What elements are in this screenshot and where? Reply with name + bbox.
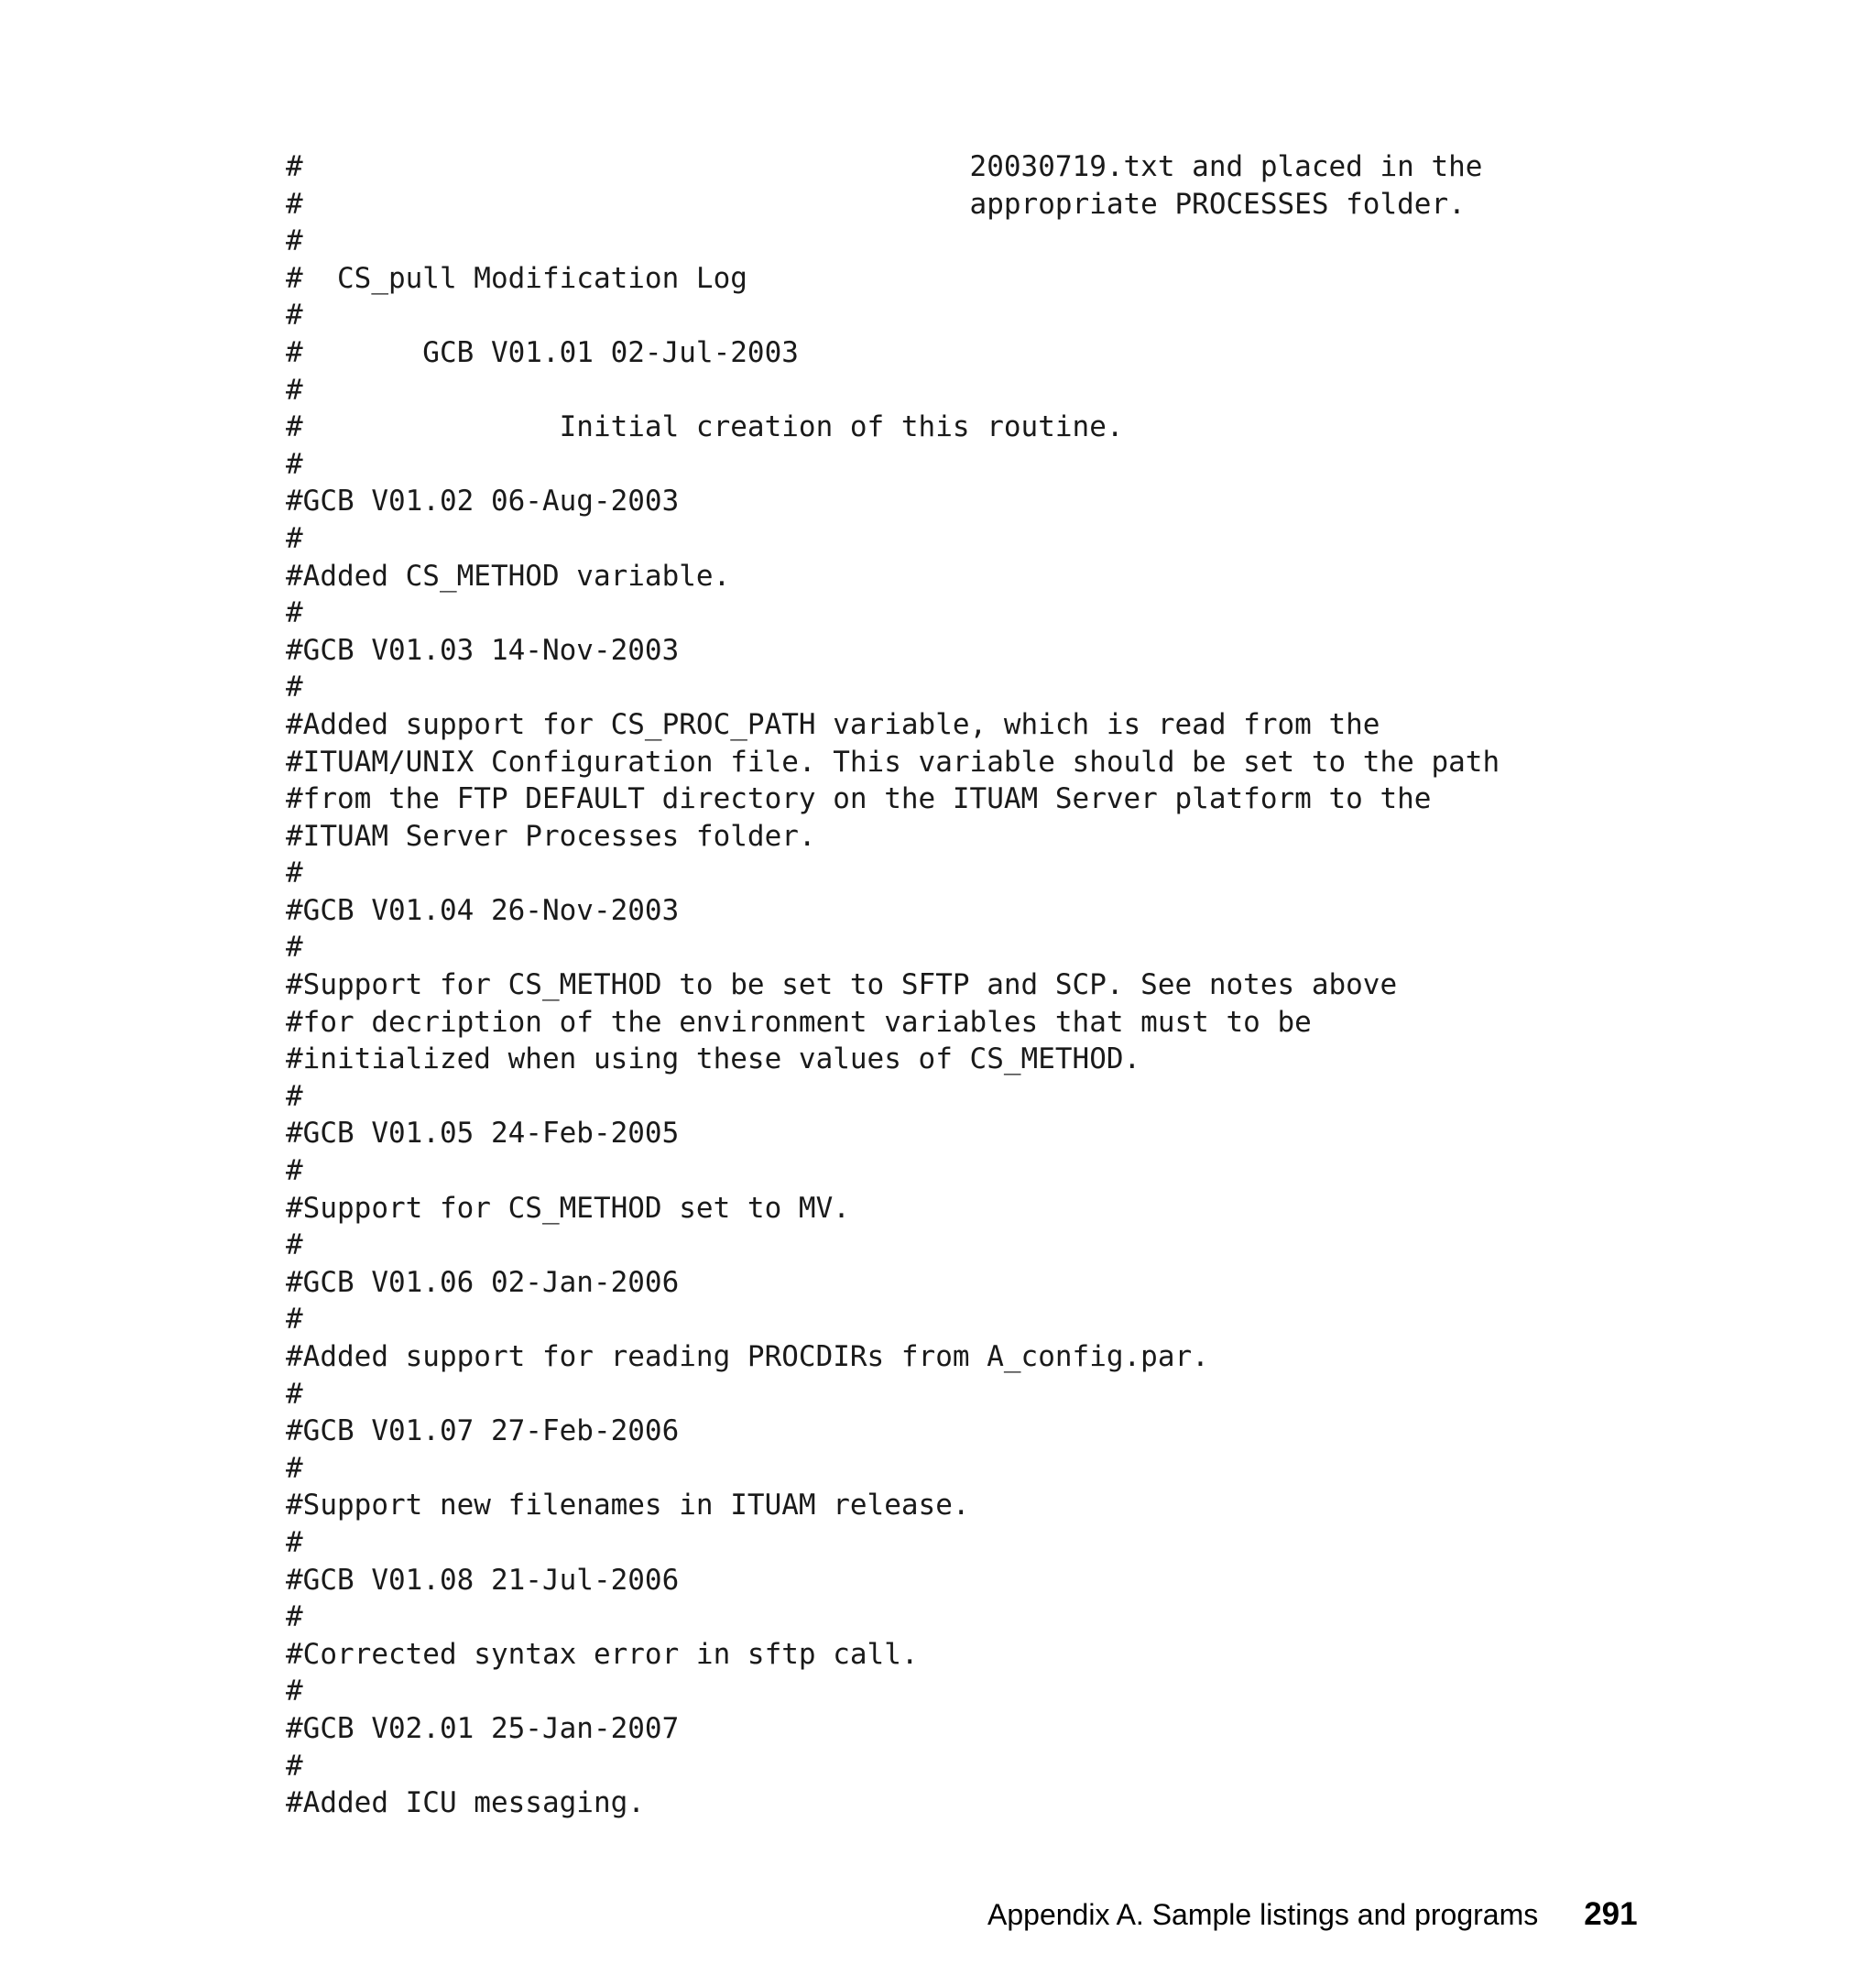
code-line: # Initial creation of this routine.	[286, 410, 1124, 444]
code-line: #GCB V02.01 25-Jan-2007	[286, 1711, 680, 1745]
code-line: #	[286, 1600, 303, 1634]
code-line: #	[286, 857, 303, 890]
code-line: #initialized when using these values of CS_METHOD.	[286, 1042, 1141, 1076]
code-line: #Added ICU messaging.	[286, 1786, 645, 1820]
code-line: #	[286, 671, 303, 704]
code-line: #Added support for reading PROCDIRs from A_config.par.	[286, 1340, 1209, 1373]
code-line: #ITUAM/UNIX Configuration file. This variable should be set to the path	[286, 745, 1500, 779]
code-line: #	[286, 373, 303, 407]
code-line: #	[286, 1228, 303, 1262]
code-line: #Added CS_METHOD variable.	[286, 559, 731, 593]
page-footer	[987, 1896, 1638, 1933]
code-line: # appropriate PROCESSES folder.	[286, 187, 1466, 221]
code-line: #	[286, 1749, 303, 1783]
code-line: #Added support for CS_PROC_PATH variable, which is read from the	[286, 707, 1380, 741]
code-line: #	[286, 447, 303, 481]
code-line: #Support for CS_METHOD set to MV.	[286, 1191, 850, 1225]
code-line: #GCB V01.08 21-Jul-2006	[286, 1563, 680, 1597]
footer-section-title: Appendix A. Sample listings and programs	[987, 1898, 1539, 1931]
code-line: #	[286, 596, 303, 630]
code-listing	[286, 148, 1500, 1822]
code-line: #	[286, 224, 303, 258]
code-line: #Support new filenames in ITUAM release.	[286, 1489, 970, 1522]
code-line: #GCB V01.04 26-Nov-2003	[286, 893, 680, 927]
code-line: # GCB V01.01 02-Jul-2003	[286, 335, 799, 369]
code-line: #GCB V01.02 06-Aug-2003	[286, 485, 680, 518]
code-line: #	[286, 1377, 303, 1411]
code-line: #Support for CS_METHOD to be set to SFTP and SCP. See notes above	[286, 968, 1398, 1002]
code-line: #for decription of the environment variables that must to be	[286, 1005, 1312, 1039]
code-line: #GCB V01.07 27-Feb-2006	[286, 1414, 680, 1448]
code-line: #	[286, 521, 303, 555]
code-line: #	[286, 1525, 303, 1559]
code-line: #	[286, 931, 303, 965]
code-line: #GCB V01.05 24-Feb-2005	[286, 1117, 680, 1151]
code-line: #ITUAM Server Processes folder.	[286, 819, 816, 853]
code-line: #GCB V01.03 14-Nov-2003	[286, 633, 680, 667]
code-line: #	[286, 1303, 303, 1337]
code-line: #GCB V01.06 02-Jan-2006	[286, 1265, 680, 1299]
page-number: 291	[1584, 1896, 1638, 1932]
code-line: #	[286, 1154, 303, 1188]
code-line: #	[286, 1675, 303, 1708]
code-line: # CS_pull Modification Log	[286, 261, 747, 295]
code-line: #	[286, 299, 303, 333]
code-line: #	[286, 1451, 303, 1485]
code-line: #	[286, 1079, 303, 1113]
code-line: #Corrected syntax error in sftp call.	[286, 1637, 919, 1671]
code-line: # 20030719.txt and placed in the	[286, 150, 1483, 183]
code-line: #from the FTP DEFAULT directory on the ITUAM Server platform to the	[286, 782, 1432, 816]
